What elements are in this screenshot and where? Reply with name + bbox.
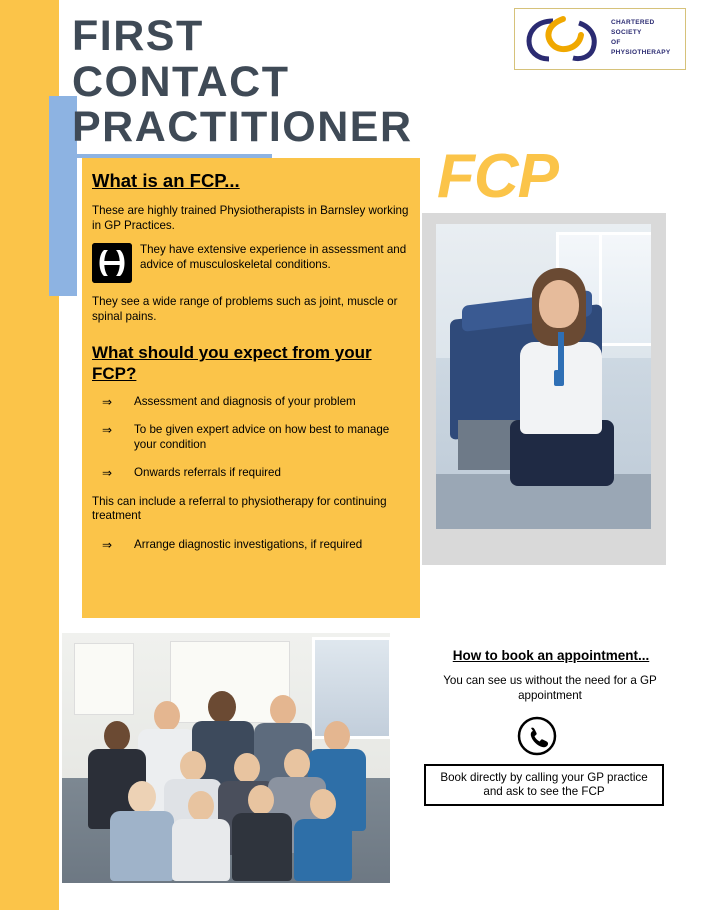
- booking-subtext: You can see us without the need for a GP appointment: [443, 674, 657, 703]
- list-item: [92, 395, 410, 409]
- title-line-3: PRACTITIONER: [72, 103, 413, 152]
- info-panel: [82, 158, 420, 618]
- referral-note: This can include a referral to physiotherapy for continuing treatment: [92, 494, 387, 523]
- expect-bullet-list: [92, 395, 410, 481]
- title-line-2: CONTACT: [72, 57, 290, 106]
- csp-logo-text: CHARTERED SOCIETY OF PHYSIOTHERAPY: [611, 19, 671, 57]
- list-item: [92, 466, 410, 480]
- csp-logo: [514, 8, 686, 70]
- fcp-wordmark: FCP: [437, 142, 558, 211]
- what-is-fcp-para-1: These are highly trained Physiotherapists in Barnsley working in GP Practices.: [92, 204, 409, 232]
- list-item-label: Onwards referrals if required: [134, 466, 281, 480]
- list-item: [92, 538, 410, 552]
- what-to-expect-heading: What should you expect from your FCP?: [92, 343, 372, 384]
- title-line-1: FIRST: [72, 12, 204, 60]
- arrow-icon: ⇒: [102, 537, 113, 552]
- list-item-label: Assessment and diagnosis of your problem: [134, 394, 356, 408]
- clinician-photo: [436, 224, 651, 529]
- list-item: [92, 423, 410, 452]
- arrow-icon: ⇒: [102, 394, 113, 409]
- what-is-fcp-para-3: They see a wide range of problems such as joint, muscle or spinal pains.: [92, 295, 398, 323]
- page-title: [72, 14, 472, 151]
- csp-logo-mark-icon: [523, 15, 605, 63]
- arrow-icon: ⇒: [102, 423, 113, 438]
- phone-icon: [517, 716, 557, 756]
- experience-block: [92, 243, 410, 285]
- team-photo: [62, 633, 390, 883]
- booking-instruction-box: [424, 764, 664, 806]
- expect-bullet-list-final: [92, 538, 410, 552]
- booking-heading: How to book an appointment...: [452, 648, 650, 663]
- list-item-label: Arrange diagnostic investigations, if required: [134, 537, 363, 551]
- booking-instruction-text: Book directly by calling your GP practice and ask to see the FCP: [440, 770, 648, 798]
- what-is-fcp-para-2: They have extensive experience in assessment and advice of musculoskeletal conditions.: [140, 243, 407, 271]
- arrow-icon: ⇒: [102, 466, 113, 481]
- list-item-label: To be given expert advice on how best to manage your condition: [134, 423, 390, 451]
- what-is-fcp-heading: What is an FCP...: [92, 170, 240, 191]
- spine-vertebra-icon: [92, 243, 132, 283]
